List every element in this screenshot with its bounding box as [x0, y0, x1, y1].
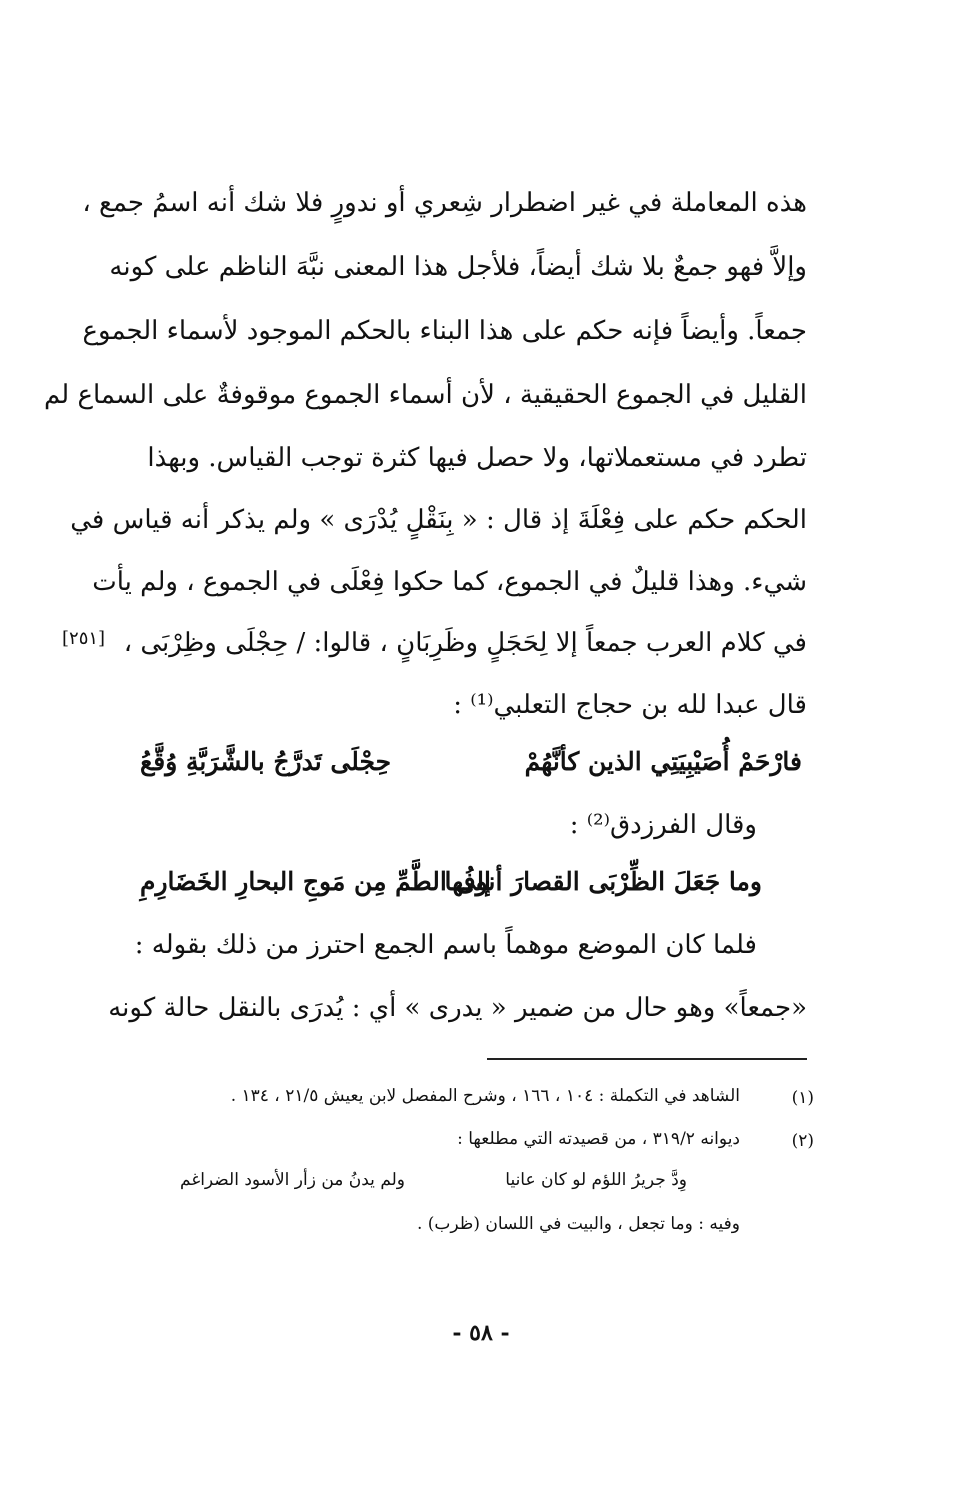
body-line-6: الحكم حكم على فِعْلَةَ إذ قال : « بِنَقْلٍ يُدْرَى » ولم يذكر أنه قياس في — [70, 505, 807, 535]
verse-1-first-half: فارْحَمْ أُصَيْبِيَتِي الذين كأنَّهُمْ — [524, 747, 802, 776]
verse-1-second-half: حِجْلَى تَدرَّجُ بالشَّرَبَّةِ وُقَّعُ — [140, 747, 392, 776]
footnote-2-number: (٢) — [791, 1131, 814, 1151]
body-line-3: جمعاً. وأيضاً فإنه حكم على هذا البناء بالحكم الموجود لأسماء الجموع — [82, 316, 807, 346]
footnote-verse-first-half: وِدَّ جريرُ اللؤم لو كان عانيا — [505, 1170, 687, 1190]
body-line-after-1: فلما كان الموضع موهماً باسم الجمع احترز من ذلك بقوله : — [134, 930, 757, 960]
body-line-7: شيء. وهذا قليلٌ في الجموع، كما حكوا فِعْلَى في الجموع ، ولم يأت — [92, 567, 807, 597]
margin-folio-marker: [٢٥١] — [62, 628, 106, 649]
body-line-2: وإلاَّ فهو جمعٌ بلا شك أيضاً، فلأجل هذا المعنى نبَّهَ الناظم على كونه — [109, 252, 807, 282]
footnote-2-text: ديوانه ٣١٩/٢ ، من قصيدته التي مطلعها : — [457, 1129, 740, 1149]
body-line-after-2: «جمعاً» وهو حال من ضمير « يدرى » أي : يُدرَى بالنقل حالة كونه — [108, 993, 807, 1023]
body-line-5: تطرد في مستعملاتها، ولا حصل فيها كثرة توجب القياس. وبهذا — [147, 443, 807, 473]
page-number: - ٥٨ - — [452, 1320, 510, 1346]
verse-2-second-half: إلى الطَّمِّ مِن مَوجِ البحارِ الخَضَارِمِ — [140, 867, 491, 896]
footnote-1-text: الشاهد في التكملة : ١٠٤ ، ١٦٦ ، وشرح المفصل لابن يعيش ٢١/٥ ، ١٣٤ . — [230, 1086, 740, 1106]
footnote-1-number: (١) — [791, 1088, 814, 1108]
body-line-1: هذه المعاملة في غير اضطرار شِعري أو ندورٍ فلا شك أنه اسمُ جمع ، — [82, 188, 807, 218]
verse-intro-1: قال عبدا لله بن حجاج التعلبي⁽¹⁾ : — [453, 690, 807, 720]
verse-2-first-half: وما جَعَلَ الظِّرْبَى القصارَ أنوفُها — [444, 867, 762, 896]
footnote-separator — [487, 1058, 807, 1060]
verse-intro-2: وقال الفرزدق⁽²⁾ : — [569, 810, 757, 840]
body-line-4: القليل في الجموع الحقيقية ، لأن أسماء الجموع موقوفةٌ على السماع لم — [43, 380, 807, 410]
footnote-verse-second-half: ولم يدنُ من زأر الأسود الضراغم — [180, 1170, 406, 1190]
body-line-8: في كلام العرب جمعاً إلا لِحَجَلٍ وظَرِبَانٍ ، قالوا: / حِجْلَى وظِرْبَى ، — [123, 628, 807, 658]
footnote-tail: وفيه : وما تجعل ، والبيت في اللسان (ظرب) . — [416, 1214, 740, 1234]
